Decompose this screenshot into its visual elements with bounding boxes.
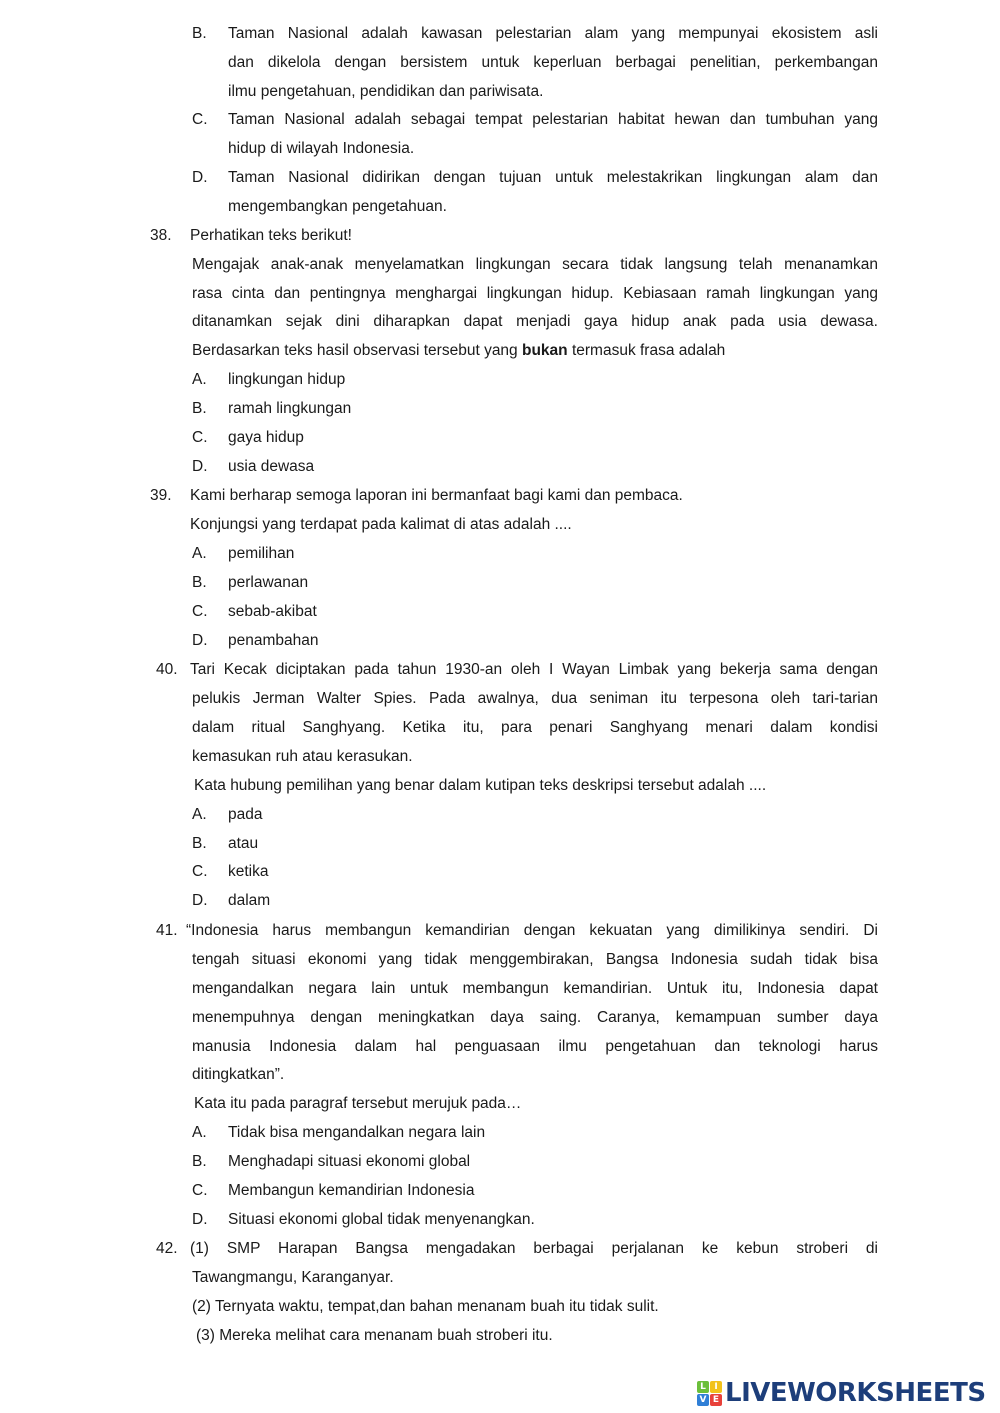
passage-line: mengandalkan negara lain untuk membangun kemandirian. Untuk itu, Indonesia dapat <box>192 980 878 997</box>
passage-line: menempuhnya dengan meningkatkan daya saing. Caranya, kemampuan sumber daya <box>192 1009 878 1026</box>
sentence-line: (3) Mereka melihat cara menanam buah stroberi itu. <box>196 1327 553 1344</box>
option-text: Taman Nasional adalah kawasan pelestarian alam yang mempunyai ekosistem asli <box>228 25 878 42</box>
option-letter: D. <box>192 892 208 909</box>
logo-cell-e: E <box>710 1394 722 1406</box>
option-letter: D. <box>192 169 208 186</box>
option-letter: B. <box>192 835 207 852</box>
question-text <box>192 341 725 361</box>
option-a[interactable]: Tidak bisa mengandalkan negara lain <box>228 1124 486 1141</box>
liveworksheets-logo[interactable] <box>697 1378 986 1408</box>
option-b[interactable]: perlawanan <box>228 574 309 591</box>
question-prompt: Perhatikan teks berikut! <box>190 227 352 244</box>
question-number: 42. <box>156 1240 178 1257</box>
option-b[interactable]: Menghadapi situasi ekonomi global <box>228 1153 471 1170</box>
passage-line: tengah situasi ekonomi yang tidak menggembirakan, Bangsa Indonesia sudah tidak bisa <box>192 951 878 968</box>
option-letter: D. <box>192 458 208 475</box>
sentence-line: Tawangmangu, Karanganyar. <box>192 1269 394 1286</box>
passage-line: Mengajak anak-anak menyelamatkan lingkungan secara tidak langsung telah menanamkan <box>192 256 878 273</box>
option-letter: B. <box>192 574 207 591</box>
option-letter: A. <box>192 806 207 823</box>
question-text-post: termasuk frasa adalah <box>567 342 726 359</box>
passage-line: Tari Kecak diciptakan pada tahun 1930-an oleh I Wayan Limbak yang bekerja sama dengan <box>190 661 878 678</box>
passage-line: dalam ritual Sanghyang. Ketika itu, para penari Sanghyang menari dalam kondisi <box>192 719 878 736</box>
question-sentence: Kami berharap semoga laporan ini bermanfaat bagi kami dan pembaca. <box>190 487 683 504</box>
option-text: Taman Nasional adalah sebagai tempat pelestarian habitat hewan dan tumbuhan yang <box>228 111 878 128</box>
option-text: ilmu pengetahuan, pendidikan dan pariwisata. <box>228 83 544 100</box>
option-d[interactable]: penambahan <box>228 632 319 649</box>
option-text: Taman Nasional didirikan dengan tujuan untuk melestakrikan lingkungan alam dan <box>228 169 878 186</box>
option-text: dan dikelola dengan bersistem untuk keperluan berbagai penelitian, perkembangan <box>228 54 878 71</box>
logo-cell-i: I <box>710 1381 722 1393</box>
passage-line: “Indonesia harus membangun kemandirian dengan kekuatan yang dimilikinya sendiri. Di <box>186 922 878 939</box>
option-text: hidup di wilayah Indonesia. <box>228 140 415 157</box>
logo-icon <box>697 1381 722 1406</box>
sentence-line: (2) Ternyata waktu, tempat,dan bahan menanam buah itu tidak sulit. <box>192 1298 659 1315</box>
passage-line: pelukis Jerman Walter Spies. Pada awalnya, dua seniman itu terpesona oleh tari-tarian <box>192 690 878 707</box>
option-letter: C. <box>192 1182 208 1199</box>
option-a[interactable]: pemilihan <box>228 545 295 562</box>
option-letter: C. <box>192 863 208 880</box>
option-d[interactable]: usia dewasa <box>228 458 315 475</box>
question-text-pre: Berdasarkan teks hasil observasi tersebut yang <box>192 342 522 359</box>
option-b[interactable]: ramah lingkungan <box>228 400 352 417</box>
option-c[interactable]: gaya hidup <box>228 429 304 446</box>
logo-wordmark: LIVEWORKSHEETS <box>725 1378 986 1408</box>
option-text: mengembangkan pengetahuan. <box>228 198 447 215</box>
passage-line: ditanamkan sejak dini diharapkan dapat menjadi gaya hidup anak pada usia dewasa. <box>192 313 878 330</box>
option-letter: C. <box>192 429 208 446</box>
question-text: Kata hubung pemilihan yang benar dalam kutipan teks deskripsi tersebut adalah .... <box>194 777 767 794</box>
passage-line: rasa cinta dan pentingnya menghargai lingkungan hidup. Kebiasaan ramah lingkungan yang <box>192 285 878 302</box>
option-c[interactable]: ketika <box>228 863 269 880</box>
option-letter: D. <box>192 632 208 649</box>
option-a[interactable]: pada <box>228 806 263 823</box>
passage-line: kemasukan ruh atau kerasukan. <box>192 748 413 765</box>
option-d[interactable]: dalam <box>228 892 271 909</box>
question-emphasis: bukan <box>521 342 568 359</box>
option-c[interactable]: sebab-akibat <box>228 603 317 620</box>
option-b[interactable]: atau <box>228 835 259 852</box>
passage-line: manusia Indonesia dalam hal penguasaan ilmu pengetahuan dan teknologi harus <box>192 1038 878 1055</box>
option-d[interactable]: Situasi ekonomi global tidak menyenangkan. <box>228 1211 535 1228</box>
option-letter: B. <box>192 400 207 417</box>
question-number: 40. <box>156 661 178 678</box>
option-letter: A. <box>192 371 207 388</box>
question-number: 38. <box>150 227 172 244</box>
question-text: Kata itu pada paragraf tersebut merujuk pada… <box>194 1095 522 1112</box>
question-number: 41. <box>156 922 178 939</box>
option-letter: A. <box>192 545 207 562</box>
option-letter: B. <box>192 1153 207 1170</box>
question-number: 39. <box>150 487 172 504</box>
option-letter: C. <box>192 603 208 620</box>
option-letter: B. <box>192 25 207 42</box>
option-letter: C. <box>192 111 208 128</box>
logo-cell-l: L <box>697 1381 709 1393</box>
option-letter: A. <box>192 1124 207 1141</box>
sentence-line: (1) SMP Harapan Bangsa mengadakan berbagai perjalanan ke kebun stroberi di <box>190 1240 878 1257</box>
question-text: Konjungsi yang terdapat pada kalimat di atas adalah .... <box>190 516 572 533</box>
passage-line: ditingkatkan”. <box>192 1066 285 1083</box>
option-c[interactable]: Membangun kemandirian Indonesia <box>228 1182 475 1199</box>
option-a[interactable]: lingkungan hidup <box>228 371 346 388</box>
logo-cell-v: V <box>697 1394 709 1406</box>
option-letter: D. <box>192 1211 208 1228</box>
